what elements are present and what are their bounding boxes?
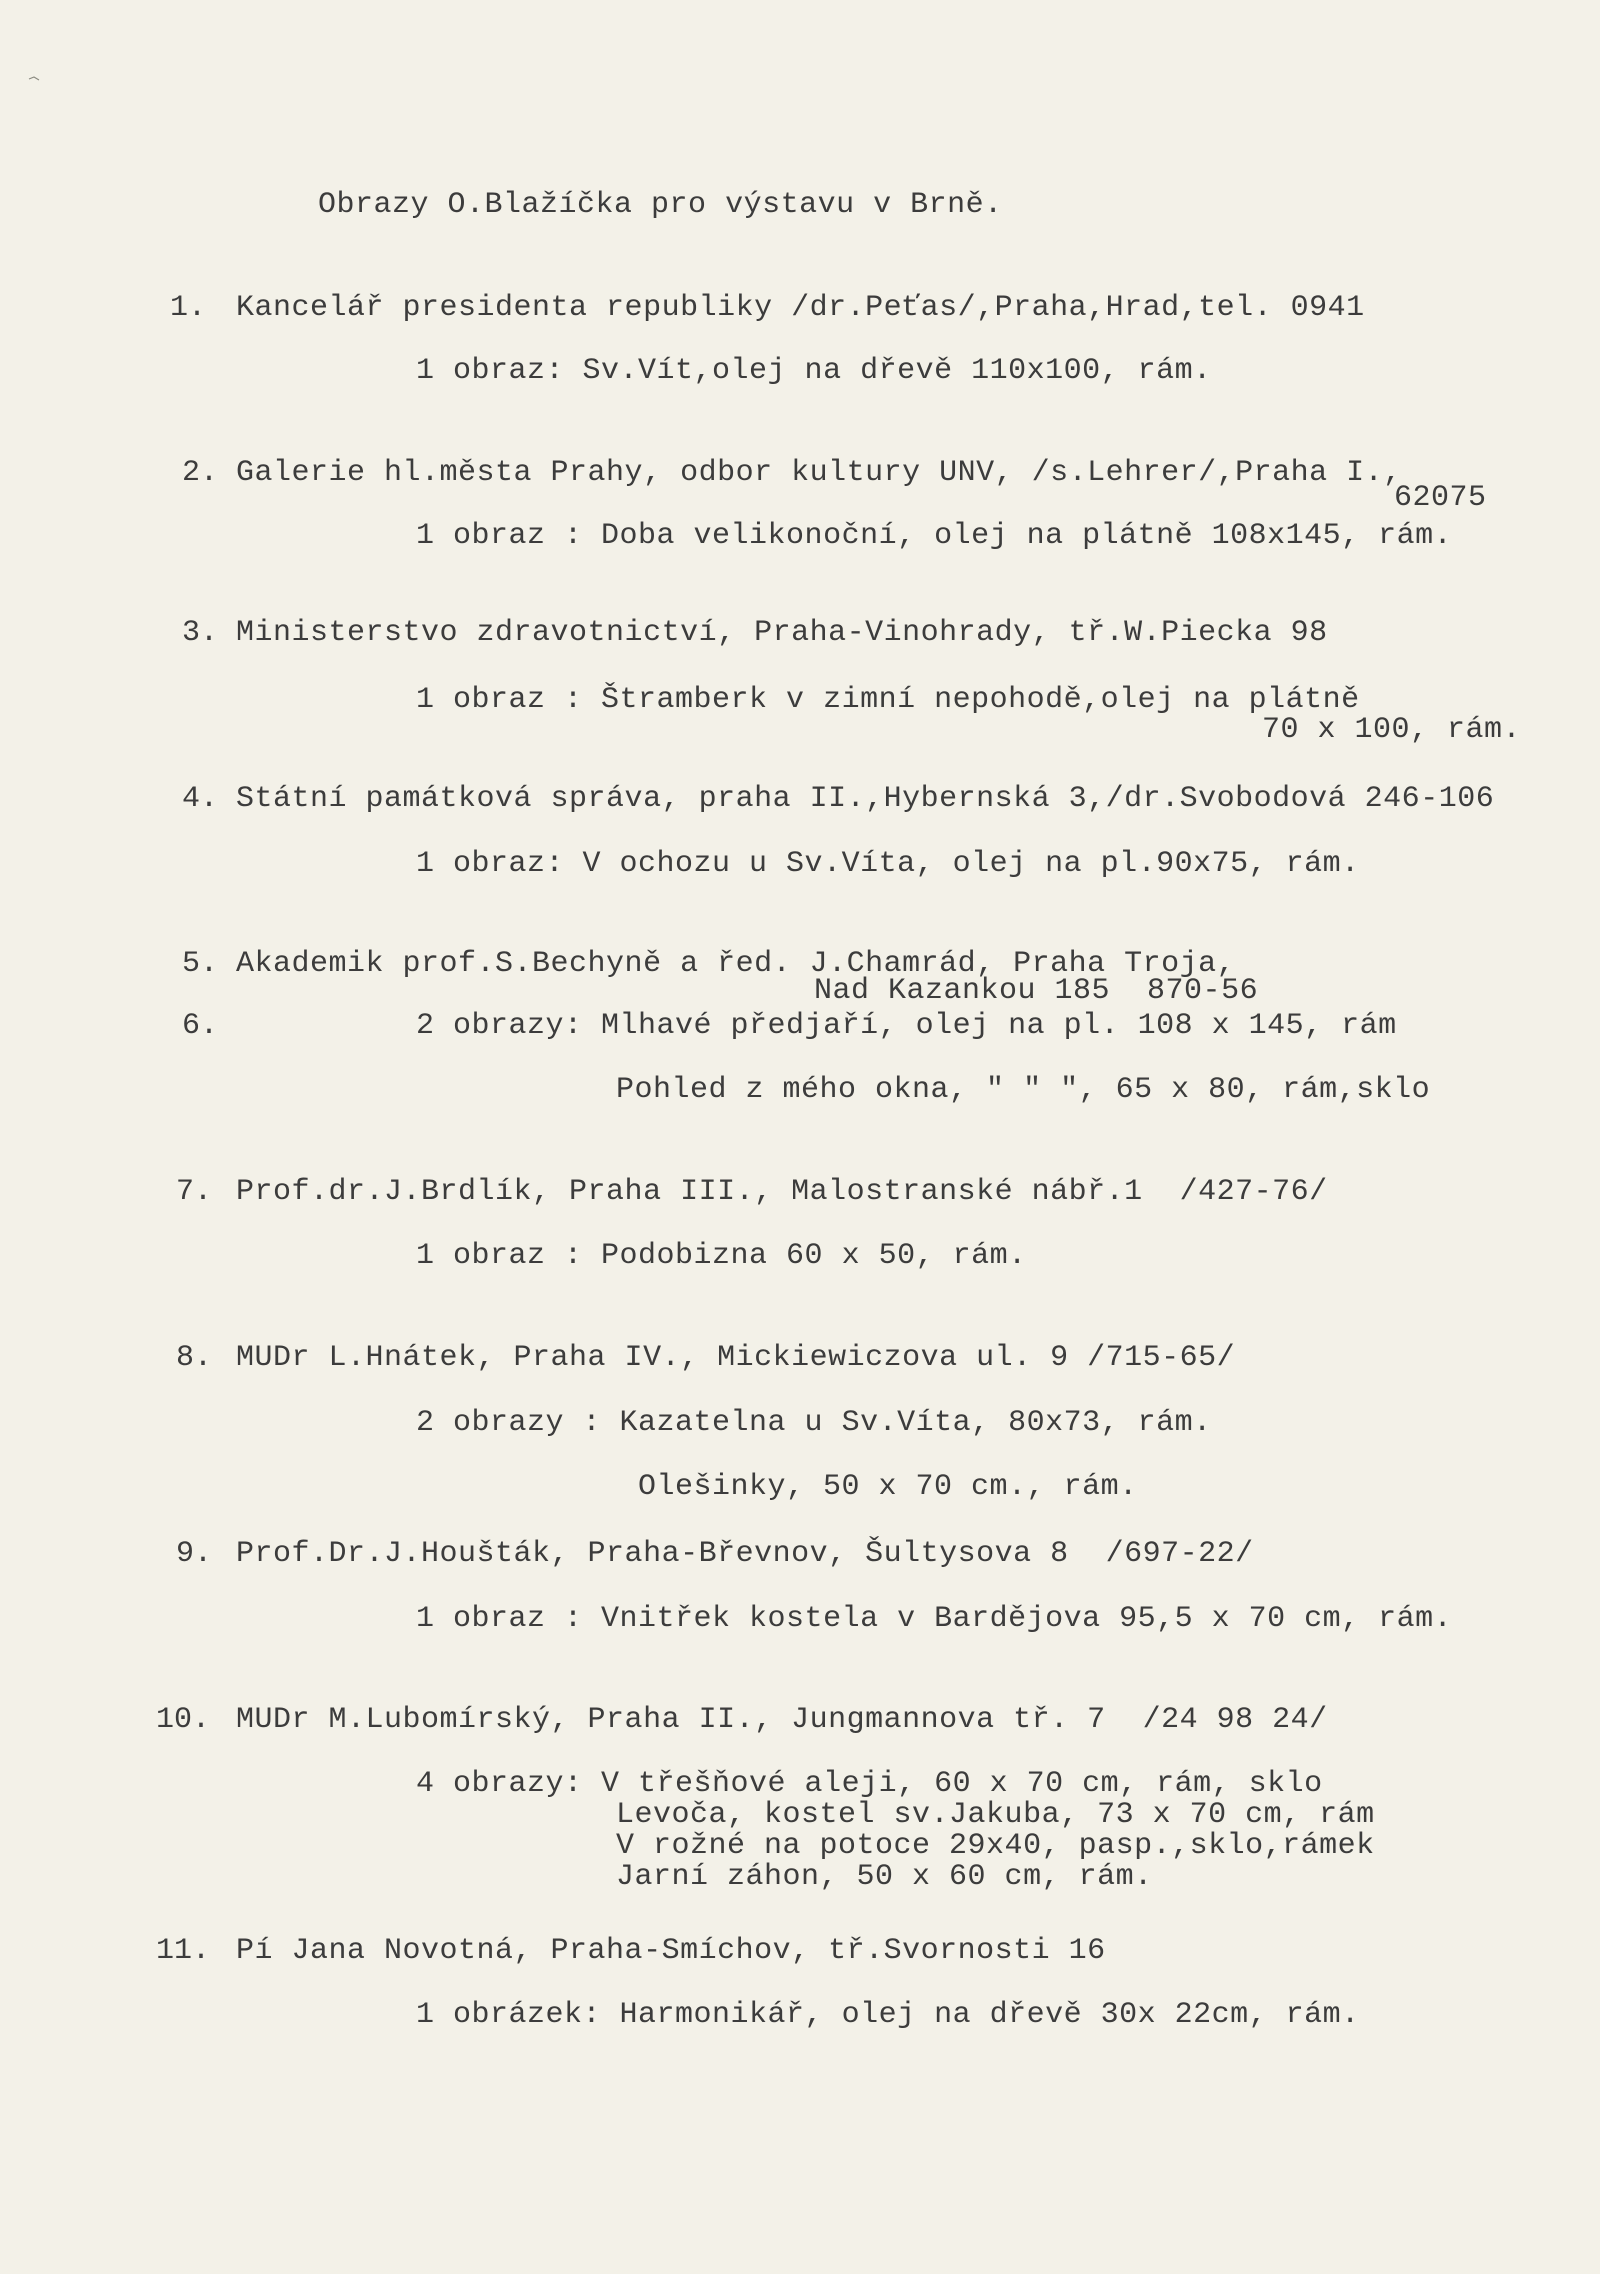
entry-recipient: Ministerstvo zdravotnictví, Praha-Vinohrady, tř.W.Piecka 98 (236, 616, 1328, 650)
entry-number: 5. (182, 947, 219, 981)
entry-recipient: Prof.dr.J.Brdlík, Praha III., Malostranské nábř.1 /427-76/ (236, 1175, 1328, 1209)
entry-number: 6. (182, 1009, 219, 1043)
entry-item: V rožné na potoce 29x40, pasp.,sklo,rámek (616, 1829, 1375, 1863)
entry-recipient: Prof.Dr.J.Houšták, Praha-Břevnov, Šultysova 8 /697-22/ (236, 1537, 1254, 1571)
entry-number: 4. (182, 782, 219, 816)
entry-item: Levoča, kostel sv.Jakuba, 73 x 70 cm, rám (616, 1798, 1375, 1832)
entry-number: 3. (182, 616, 219, 650)
entry-number: 7. (176, 1175, 213, 1209)
entry-number: 11. (156, 1934, 211, 1968)
entry-number: 8. (176, 1341, 213, 1375)
entry-recipient: MUDr M.Lubomírský, Praha II., Jungmannova tř. 7 /24 98 24/ (236, 1703, 1328, 1737)
entry-recipient: Galerie hl.města Prahy, odbor kultury UNV, /s.Lehrer/,Praha I., (236, 456, 1402, 490)
document-title: Obrazy O.Blažíčka pro výstavu v Brně. (318, 188, 1003, 222)
entry-item: 1 obrázek: Harmonikář, olej na dřevě 30x 22cm, rám. (416, 1998, 1360, 2032)
entry-address: Nad Kazankou 185 870-56 (814, 974, 1259, 1008)
entry-item: 1 obraz : Podobizna 60 x 50, rám. (416, 1239, 1027, 1273)
entry-item: 1 obraz : Vnitřek kostela v Bardějova 95,5 x 70 cm, rám. (416, 1602, 1453, 1636)
entry-item: 1 obraz : Doba velikonoční, olej na plátně 108x145, rám. (416, 519, 1453, 553)
entry-item: 4 obrazy: V třešňové aleji, 60 x 70 cm, rám, sklo (416, 1767, 1323, 1801)
entry-item: 2 obrazy : Kazatelna u Sv.Víta, 80x73, rám. (416, 1406, 1212, 1440)
entry-item: Olešinky, 50 x 70 cm., rám. (638, 1470, 1138, 1504)
entry-number: 2. (182, 456, 219, 490)
entry-number: 10. (156, 1703, 211, 1737)
entry-number: 9. (176, 1537, 213, 1571)
entry-number: 1. (170, 291, 207, 325)
entry-recipient: Státní památková správa, praha II.,Hybernská 3,/dr.Svobodová 246-106 (236, 782, 1495, 816)
entry-item: 2 obrazy: Mlhavé předjaří, olej na pl. 108 x 145, rám (416, 1009, 1397, 1043)
entry-item: Pohled z mého okna, " " ", 65 x 80, rám,sklo (616, 1073, 1431, 1107)
entry-recipient: Akademik prof.S.Bechyně a řed. J.Chamrád, Praha Troja, (236, 947, 1236, 981)
entry-recipient: MUDr L.Hnátek, Praha IV., Mickiewiczova ul. 9 /715-65/ (236, 1341, 1236, 1375)
entry-item: 1 obraz : Štramberk v zimní nepohodě,olej na plátně (416, 683, 1360, 717)
entry-item: 1 obraz: V ochozu u Sv.Víta, olej na pl.90x75, rám. (416, 847, 1360, 881)
entry-item: Jarní záhon, 50 x 60 cm, rám. (616, 1860, 1153, 1894)
entry-item-size: 70 x 100, rám. (1262, 713, 1522, 747)
entry-recipient: Kancelář presidenta republiky /dr.Peťas/,Praha,Hrad,tel. 0941 (236, 291, 1365, 325)
entry-item: 1 obraz: Sv.Vít,olej na dřevě 110x100, rám. (416, 354, 1212, 388)
entry-phone: 62075 (1394, 481, 1487, 515)
entry-recipient: Pí Jana Novotná, Praha-Smíchov, tř.Svornosti 16 (236, 1934, 1106, 1968)
ink-mark-icon (28, 74, 40, 84)
